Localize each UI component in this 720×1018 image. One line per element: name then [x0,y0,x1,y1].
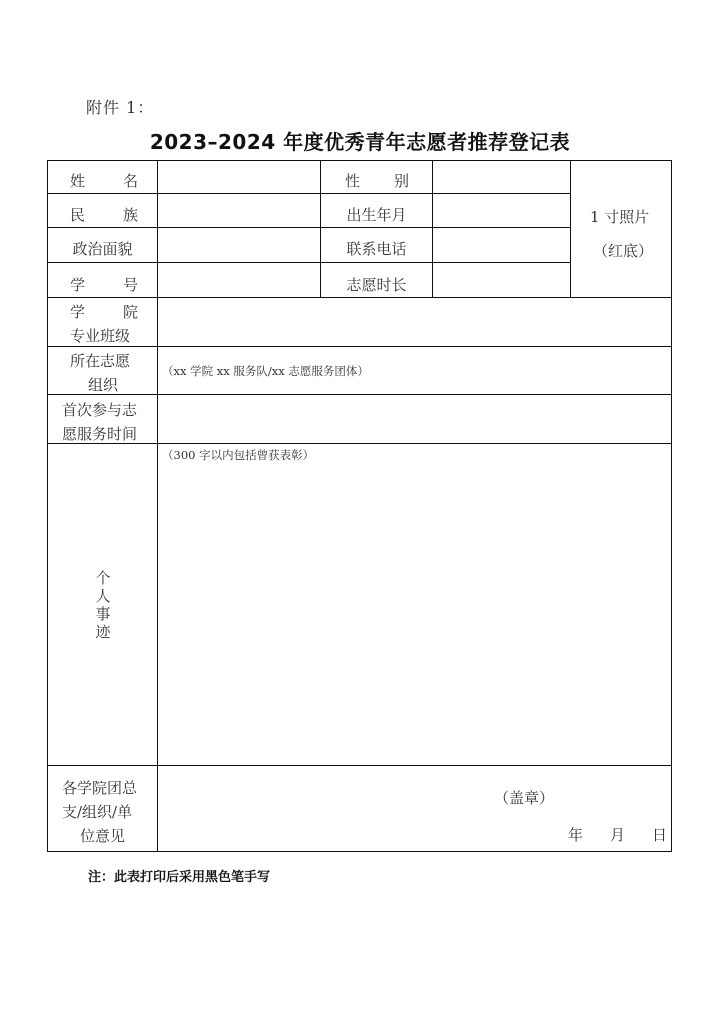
row-divider [48,346,671,347]
first-service-label-line2: 愿服务时间 [62,425,138,443]
volunteer-org-label-line2: 组织 [88,376,119,394]
first-service-label: 首次参与志 [62,401,138,419]
birth-input-cell[interactable] [433,194,570,227]
footer-note: 注：此表打印后采用黑色笔手写 [88,870,271,885]
birth-label: 出生年月 [346,205,407,224]
photo-note: （红底） [593,242,654,260]
gender-input-cell[interactable] [433,161,570,193]
volunteer-hours-input-cell[interactable] [433,263,570,297]
personal-deeds-hint[interactable]: （300 字以内包括曾获表彰） [162,448,315,462]
student-id-label: 学 号 [70,275,138,294]
ethnicity-input-cell[interactable] [158,194,320,227]
name-input-cell[interactable] [158,161,320,193]
opinion-label-line3: 位意见 [80,827,126,845]
college-label: 学 院 [70,302,138,321]
volunteer-org-hint[interactable]: （xx 学院 xx 服务队/xx 志愿服务团体） [162,364,369,378]
opinion-label: 各学院团总 [62,779,138,797]
major-class-label: 专业班级 [70,327,131,345]
phone-input-cell[interactable] [433,228,570,262]
first-service-input-cell[interactable] [158,395,671,443]
phone-label: 联系电话 [346,239,407,258]
gender-label: 性 别 [345,171,409,190]
registration-form-table [47,160,672,852]
political-status-label: 政治面貌 [72,239,133,258]
date-month-label: 月 [610,826,626,844]
political-status-input-cell[interactable] [158,228,320,262]
college-major-input-cell[interactable] [158,298,671,346]
column-divider [570,161,571,297]
date-day-label: 日 [652,826,668,844]
volunteer-hours-label: 志愿时长 [346,275,407,294]
row-divider [48,765,671,766]
document-title: 2023–2024 年度优秀青年志愿者推荐登记表 [149,130,571,154]
opinion-label-line2: 支/组织/单 [62,803,133,821]
row-divider [48,443,671,444]
personal-deeds-label: 个人事迹 [95,569,111,641]
photo-label: 1 寸照片 [590,208,650,226]
date-year-label: 年 [568,826,584,844]
seal-label: （盖章） [494,789,555,807]
volunteer-org-label: 所在志愿 [70,352,131,370]
student-id-input-cell[interactable] [158,263,320,297]
ethnicity-label: 民 族 [70,205,138,224]
name-label: 姓 名 [70,171,138,190]
attachment-label: 附件 1： [86,98,155,117]
